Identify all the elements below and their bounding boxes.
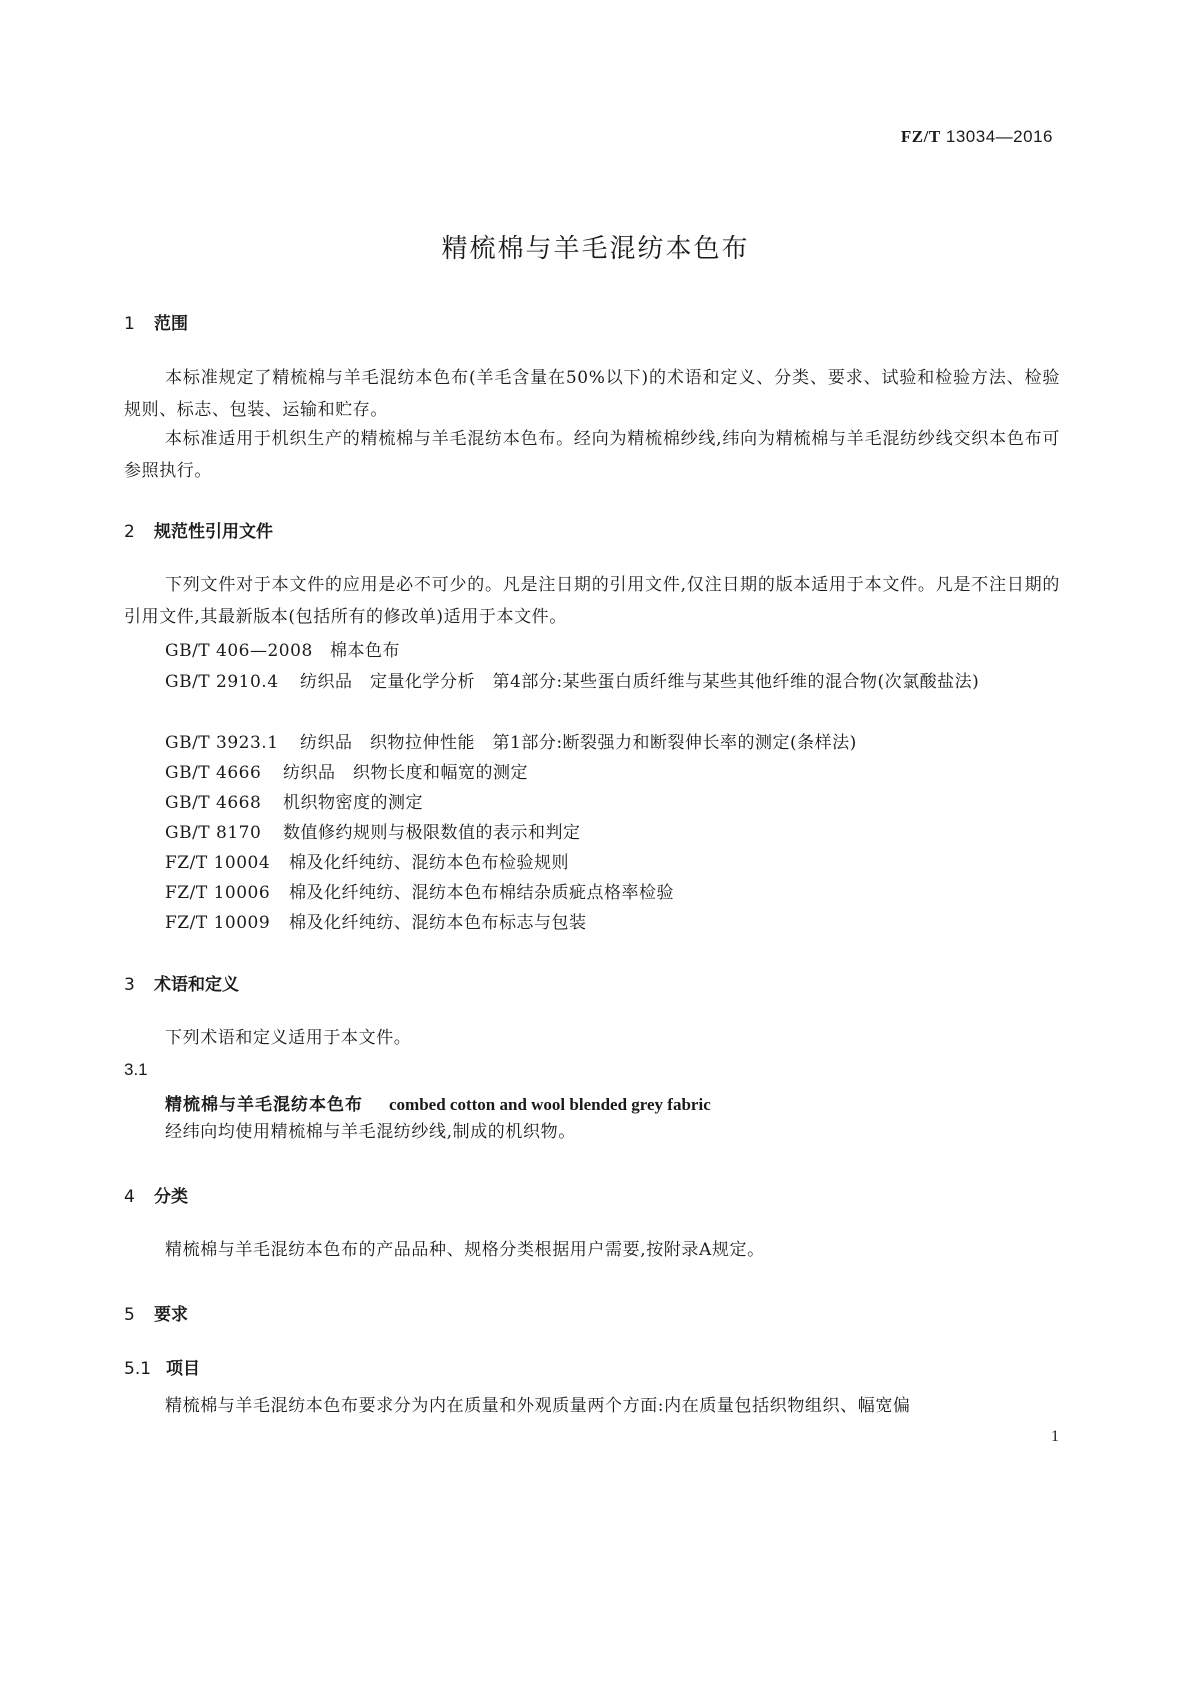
reference-title: 棉及化纤纯纺、混纺本色布棉结杂质疵点格率检验 — [289, 883, 674, 903]
section-1-paragraph-1: 本标准规定了精梳棉与羊毛混纺本色布(羊毛含量在50%以下)的术语和定义、分类、要求、试验和检验方法、检验规则、标志、包装、运输和贮存。 — [124, 368, 1060, 420]
subsection-5-1-heading — [124, 1354, 200, 1379]
subsection-title: 项目 — [166, 1359, 200, 1379]
reference-item — [165, 636, 400, 661]
reference-code: GB/T 4666 — [165, 763, 262, 783]
reference-title: 棉及化纤纯纺、混纺本色布检验规则 — [289, 853, 569, 873]
section-number: 2 — [124, 522, 135, 542]
reference-item — [165, 848, 569, 873]
section-2-intro: 下列文件对于本文件的应用是必不可少的。凡是注日期的引用文件,仅注日期的版本适用于本文件。凡是不注日期的引用文件,其最新版本(包括所有的修改单)适用于本文件。 — [124, 575, 1060, 627]
page-number: 1 — [1051, 1428, 1059, 1445]
reference-title: 纺织品 定量化学分析 第4部分:某些蛋白质纤维与某些其他纤维的混合物(次氯酸盐法) — [300, 672, 980, 692]
section-number: 3 — [124, 975, 135, 995]
document-title: 精梳棉与羊毛混纺本色布 — [441, 234, 750, 264]
reference-item — [165, 728, 857, 753]
reference-item — [165, 758, 528, 783]
reference-item — [165, 666, 1060, 698]
reference-item — [165, 878, 674, 903]
reference-code: GB/T 8170 — [165, 823, 262, 843]
standard-code: 13034—2016 — [940, 127, 1053, 146]
standard-prefix: FZ/T — [900, 127, 941, 146]
section-title: 规范性引用文件 — [154, 522, 273, 542]
reference-title: 数值修约规则与极限数值的表示和判定 — [283, 823, 581, 843]
reference-title: 纺织品 织物长度和幅宽的测定 — [283, 763, 528, 783]
reference-code: GB/T 2910.4 — [165, 672, 279, 692]
section-1-heading — [124, 309, 188, 334]
section-4-paragraph: 精梳棉与羊毛混纺本色布的产品品种、规格分类根据用户需要,按附录A规定。 — [165, 1240, 765, 1260]
clause-number: 3.1 — [124, 1060, 148, 1079]
term-chinese: 精梳棉与羊毛混纺本色布 — [165, 1095, 363, 1115]
section-2-heading — [124, 517, 273, 542]
term-definition: 经纬向均使用精梳棉与羊毛混纺纱线,制成的机织物。 — [165, 1122, 576, 1142]
section-number: 4 — [124, 1187, 135, 1207]
section-title: 术语和定义 — [154, 975, 239, 995]
section-number: 1 — [124, 314, 135, 334]
reference-title: 棉及化纤纯纺、混纺本色布标志与包装 — [289, 913, 587, 933]
document-body — [124, 0, 1060, 1684]
section-title: 分类 — [154, 1187, 188, 1207]
reference-title: 纺织品 织物拉伸性能 第1部分:断裂强力和断裂伸长率的测定(条样法) — [300, 733, 857, 753]
reference-item — [165, 788, 423, 813]
reference-item — [165, 818, 581, 843]
reference-code: FZ/T 10009 — [165, 913, 271, 933]
section-title: 范围 — [154, 314, 188, 334]
reference-title: 棉本色布 — [330, 641, 400, 661]
section-4-heading — [124, 1182, 188, 1207]
reference-code: FZ/T 10004 — [165, 853, 271, 873]
section-5-heading — [124, 1300, 188, 1325]
section-5-1-paragraph: 精梳棉与羊毛混纺本色布要求分为内在质量和外观质量两个方面:内在质量包括织物组织、幅宽偏 — [165, 1396, 911, 1416]
reference-code: FZ/T 10006 — [165, 883, 271, 903]
subsection-number: 5.1 — [124, 1359, 152, 1379]
reference-title: 机织物密度的测定 — [283, 793, 423, 813]
section-title: 要求 — [154, 1305, 188, 1325]
term-english: combed cotton and wool blended grey fabric — [389, 1095, 711, 1114]
section-1-paragraph-2: 本标准适用于机织生产的精梳棉与羊毛混纺本色布。经向为精梳棉纱线,纬向为精梳棉与羊毛混纺纱线交织本色布可参照执行。 — [124, 429, 1060, 481]
reference-item — [165, 908, 587, 933]
term-entry — [165, 1090, 711, 1115]
section-3-heading — [124, 970, 239, 995]
section-3-intro: 下列术语和定义适用于本文件。 — [165, 1028, 412, 1048]
reference-code: GB/T 4668 — [165, 793, 262, 813]
section-number: 5 — [124, 1305, 135, 1325]
reference-code: GB/T 3923.1 — [165, 733, 279, 753]
reference-code: GB/T 406—2008 — [165, 641, 313, 661]
